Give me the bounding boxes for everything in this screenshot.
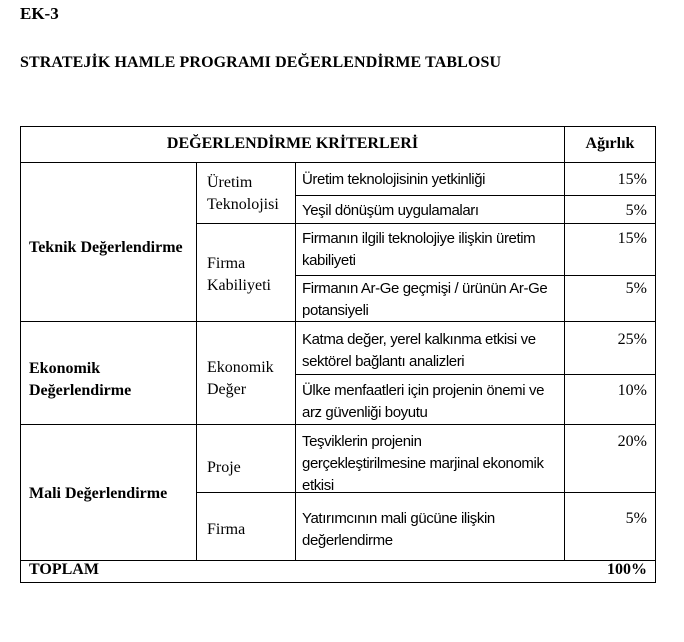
header-criteria: DEĞERLENDİRME KRİTERLERİ	[166, 135, 419, 152]
criterion-8-line1: Yatırımcının mali gücüne ilişkin	[302, 510, 495, 527]
sub-firm-capability-line1: Firma	[207, 255, 246, 272]
criterion-1: Üretim teknolojisinin yetkinliği	[302, 171, 486, 188]
group-technical: Teknik Değerlendirme	[29, 239, 183, 256]
criterion-6-line2: arz güvenliği boyutu	[302, 404, 428, 421]
weight-7: 20%	[617, 433, 647, 450]
group-economic-line2: Değerlendirme	[29, 382, 132, 399]
criterion-4-line1: Firmanın Ar-Ge geçmişi / ürünün Ar-Ge	[302, 280, 548, 297]
weight-column-divider	[564, 127, 565, 560]
criterion-7-line1: Teşviklerin projenin	[302, 433, 422, 450]
criterion-3-line1: Firmanın ilgili teknolojiye ilişkin üretim	[302, 230, 536, 247]
criterion-2: Yeşil dönüşüm uygulamaları	[302, 202, 479, 219]
sub-divider-1	[196, 223, 655, 224]
weight-1: 15%	[617, 171, 647, 188]
annex-label: EK-3	[20, 4, 59, 23]
criterion-3-line2: kabiliyeti	[302, 252, 356, 269]
group-economic-line1: Ekonomik	[29, 360, 101, 377]
criterion-5-line2: sektörel bağlantı analizleri	[302, 353, 465, 370]
sub-firm-capability-line2: Kabiliyeti	[207, 277, 271, 294]
weight-2: 5%	[625, 202, 647, 219]
item-divider-1	[295, 195, 655, 196]
header-weight: Ağırlık	[585, 135, 635, 152]
criterion-5-line1: Katma değer, yerel kalkınma etkisi ve	[302, 331, 536, 348]
sub-economic-value-line2: Değer	[207, 381, 247, 398]
sub-project: Proje	[207, 459, 241, 476]
criterion-7-line3: etkisi	[302, 477, 334, 494]
sub-column-divider	[196, 162, 197, 560]
weight-4: 5%	[625, 280, 647, 297]
page-title: STRATEJİK HAMLE PROGRAMI DEĞERLENDİRME TABLOSU	[20, 54, 502, 71]
criterion-4-line2: potansiyeli	[302, 302, 369, 319]
criterion-6-line1: Ülke menfaatleri için projenin önemi ve	[302, 382, 545, 399]
weight-8: 5%	[625, 510, 647, 527]
group-financial: Mali Değerlendirme	[29, 485, 168, 502]
sub-economic-value-line1: Ekonomik	[207, 359, 274, 376]
item-divider-2	[295, 275, 655, 276]
criterion-7-line2: gerçekleştirilmesine marjinal ekonomik	[302, 455, 544, 472]
header-divider	[21, 162, 655, 163]
weight-6: 10%	[617, 382, 647, 399]
weight-3: 15%	[617, 230, 647, 247]
item-column-divider	[295, 162, 296, 560]
weight-5: 25%	[617, 331, 647, 348]
sub-divider-2	[196, 492, 655, 493]
sub-production-tech-line2: Teknolojisi	[207, 196, 279, 213]
total-label: TOPLAM	[29, 561, 99, 578]
evaluation-table	[20, 126, 656, 583]
total-divider	[21, 560, 655, 561]
group-divider-2	[21, 424, 655, 425]
sub-production-tech-line1: Üretim	[207, 174, 253, 191]
criterion-8-line2: değerlendirme	[302, 532, 393, 549]
item-divider-3	[295, 374, 655, 375]
sub-firm: Firma	[207, 521, 246, 538]
total-weight: 100%	[607, 561, 647, 578]
